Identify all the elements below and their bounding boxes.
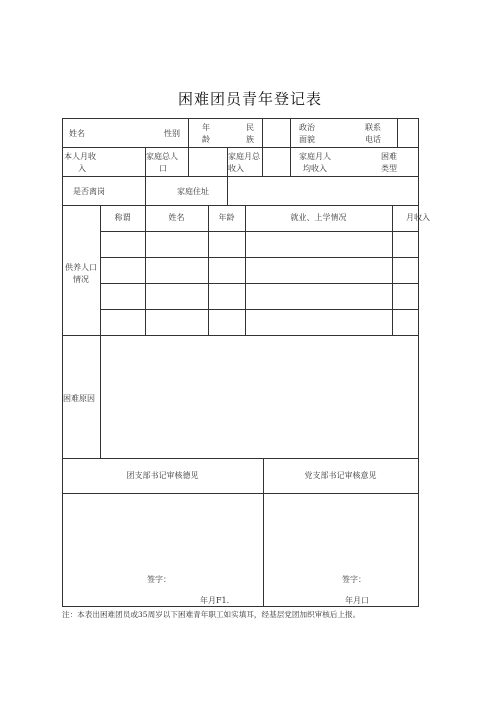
name-field[interactable] [100, 119, 158, 146]
reason-bottom [62, 458, 418, 459]
household-total-field[interactable] [189, 148, 226, 175]
label-phone-2: 电话 [365, 135, 381, 144]
label-political-2: 面貌 [299, 135, 315, 144]
label-age-2: 龄 [202, 135, 210, 144]
party-review-field[interactable] [264, 494, 417, 605]
address-field[interactable] [228, 177, 417, 204]
header-employment: 就业、上学情况 [290, 213, 347, 222]
label-dependents-1: 供养人口 [65, 263, 97, 272]
dependents-grid[interactable] [101, 232, 417, 334]
laid-off-field[interactable] [120, 177, 144, 204]
label-difficulty-type-1: 困难 [381, 152, 397, 161]
label-political-1: 政治 [299, 123, 315, 132]
monthly-income-field[interactable] [100, 148, 144, 175]
label-household-total-1: 家庭总人 [146, 152, 178, 161]
header-name: 姓名 [168, 213, 185, 222]
header-relation: 称谓 [114, 213, 131, 222]
label-difficulty-type-2: 类型 [381, 164, 397, 173]
r1-div-1 [188, 118, 189, 147]
form-title: 困难团员青年登记表 [177, 90, 322, 108]
label-reason: 困难原因 [63, 394, 95, 403]
label-laid-off: 是否离岗 [73, 187, 105, 196]
label-monthly-income-2: 入 [78, 164, 86, 173]
label-ethnicity-1: 民 [246, 123, 254, 132]
r3-div-1 [145, 176, 146, 205]
r1-div-2 [262, 118, 263, 147]
label-age-1: 年 [202, 123, 210, 132]
label-dependents-2: 情况 [73, 275, 89, 284]
label-address: 家庭住址 [177, 187, 209, 196]
party-date-label: 年月口 [345, 596, 369, 605]
footnote: 注：本表出困难团员或35周岁以下困难青年职工如实填耳，经基层党团加织审核后上报。 [62, 610, 361, 619]
gender-field[interactable] [183, 119, 188, 146]
label-name: 姓名 [69, 129, 85, 138]
r1-div-3 [290, 118, 291, 147]
label-gender: 性别 [164, 129, 180, 138]
league-review-title: 团支部书记审核德见 [126, 471, 199, 480]
label-household-total-2: 口 [159, 164, 167, 173]
header-age: 年龄 [218, 213, 235, 222]
border-bottom [62, 606, 418, 607]
label-household-monthly-2: 收入 [228, 164, 244, 173]
label-per-capita-2: 均收入 [303, 164, 327, 173]
league-date-label: 年月F1. [200, 596, 230, 605]
label-ethnicity-2: 族 [246, 135, 254, 144]
phone-field[interactable] [398, 119, 417, 146]
label-household-monthly-1: 家庭月总 [228, 152, 260, 161]
party-review-title: 党支部书记审核意见 [304, 471, 377, 480]
row3-bottom [62, 205, 418, 206]
header-monthly-income: 月收入 [406, 213, 430, 222]
label-phone-1: 联系 [365, 123, 381, 132]
party-sign-label: 签字： [342, 575, 366, 584]
league-review-field[interactable] [63, 494, 262, 605]
border-right [418, 118, 419, 607]
label-per-capita-1: 家庭月人 [299, 152, 331, 161]
league-sign-label: 签字： [147, 575, 171, 584]
political-field[interactable] [322, 119, 360, 146]
r2-div-5 [290, 147, 291, 176]
household-monthly-field[interactable] [263, 148, 289, 175]
reason-field[interactable] [101, 336, 417, 457]
label-monthly-income-1: 本人月收 [64, 152, 96, 161]
